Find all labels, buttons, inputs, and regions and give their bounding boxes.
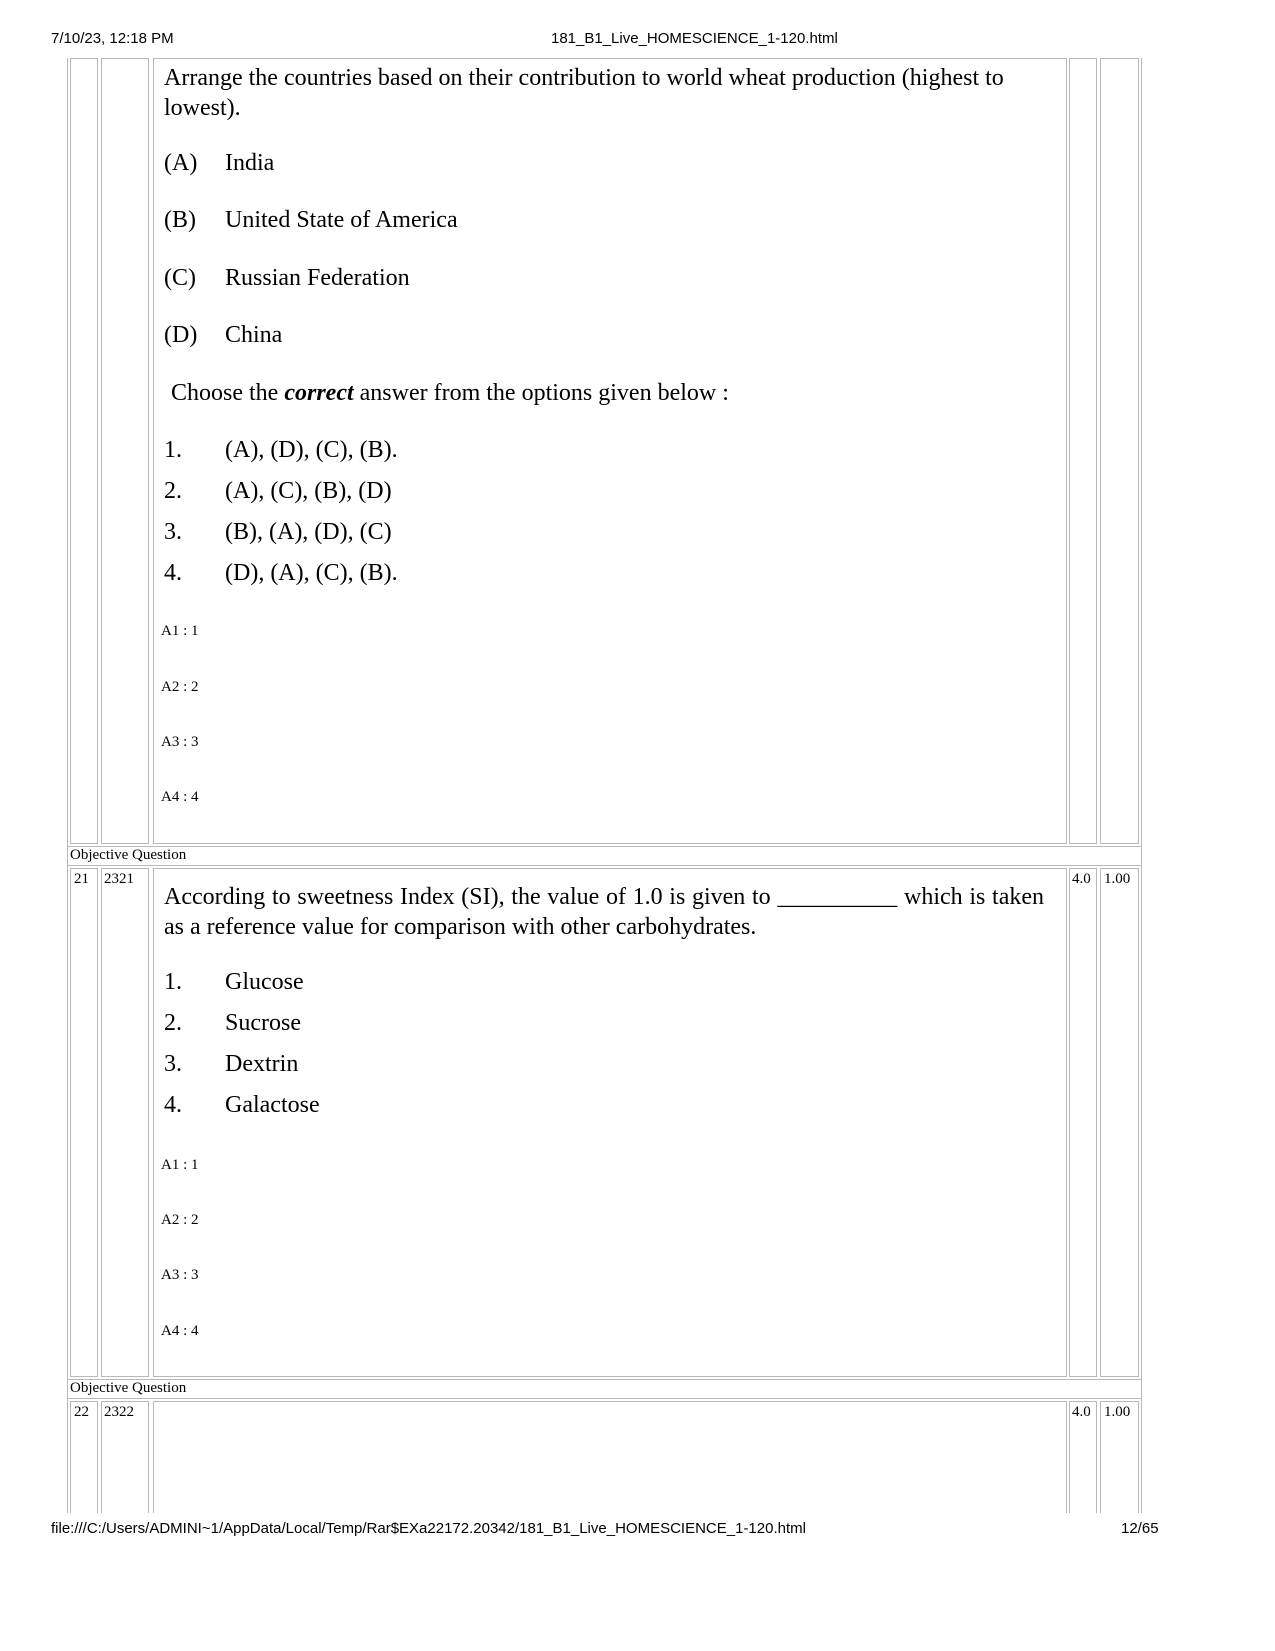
option-number: 2. bbox=[164, 478, 182, 504]
answer-key: A4 : 4 bbox=[161, 789, 199, 805]
answer-option bbox=[164, 967, 304, 997]
answer-option bbox=[164, 476, 392, 506]
answer-option bbox=[164, 435, 398, 465]
list-item bbox=[164, 320, 282, 350]
answer-key: A2 : 2 bbox=[161, 679, 199, 695]
serial-number: 22 bbox=[74, 1404, 89, 1420]
option-text: Glucose bbox=[225, 969, 304, 995]
section-row bbox=[67, 846, 1142, 866]
question-id: 2322 bbox=[104, 1404, 134, 1420]
option-number: 3. bbox=[164, 519, 182, 545]
option-text: Sucrose bbox=[225, 1010, 301, 1036]
negative-marks-value: 1.00 bbox=[1104, 871, 1131, 887]
question-cell bbox=[153, 868, 1067, 1377]
answer-key: A3 : 3 bbox=[161, 1267, 199, 1283]
answer-key: A4 : 4 bbox=[161, 1323, 199, 1339]
serial-number: 21 bbox=[74, 871, 89, 887]
option-number: 1. bbox=[164, 437, 182, 463]
answer-key: A2 : 2 bbox=[161, 1212, 199, 1228]
print-page-number: 12/65 bbox=[1121, 1520, 1159, 1537]
marks-value: 4.0 bbox=[1072, 1404, 1091, 1420]
answer-option bbox=[164, 517, 392, 547]
negative-marks-cell bbox=[1100, 868, 1139, 1377]
option-number: 4. bbox=[164, 1092, 182, 1118]
item-text: United State of America bbox=[225, 207, 458, 233]
table-right-border bbox=[1141, 58, 1142, 1513]
option-text: Galactose bbox=[225, 1092, 320, 1118]
sno-cell bbox=[70, 868, 98, 1377]
section-row bbox=[67, 1379, 1142, 1399]
qid-cell bbox=[101, 868, 149, 1377]
question-stem: Arrange the countries based on their contribution to world wheat production (highest to lowest). bbox=[164, 65, 1004, 121]
item-label: (C) bbox=[164, 265, 196, 291]
item-text: India bbox=[225, 150, 275, 176]
answer-key: A1 : 1 bbox=[161, 623, 199, 639]
option-text: (B), (A), (D), (C) bbox=[225, 519, 392, 545]
marks-cell bbox=[1069, 868, 1097, 1377]
answer-option bbox=[164, 558, 398, 588]
qid-cell bbox=[101, 58, 149, 844]
print-datetime: 7/10/23, 12:18 PM bbox=[51, 30, 174, 47]
item-text: Russian Federation bbox=[225, 265, 410, 291]
list-item bbox=[164, 263, 410, 293]
answer-option bbox=[164, 1008, 301, 1038]
item-label: (B) bbox=[164, 207, 196, 233]
sno-cell bbox=[70, 58, 98, 844]
table-left-border bbox=[67, 58, 68, 1513]
answer-option bbox=[164, 1049, 298, 1079]
negative-marks-value: 1.00 bbox=[1104, 1404, 1131, 1420]
marks-value: 4.0 bbox=[1072, 871, 1091, 887]
option-text: (D), (A), (C), (B). bbox=[225, 560, 398, 586]
item-label: (A) bbox=[164, 150, 198, 176]
question-stem: According to sweetness Index (SI), the value of 1.0 is given to __________ which is taken as a reference value for comparison with other carbohydrates. bbox=[164, 884, 1044, 940]
option-number: 1. bbox=[164, 969, 182, 995]
print-file-path: file:///C:/Users/ADMINI~1/AppData/Local/Temp/Rar$EXa22172.20342/181_B1_Live_HOMESCIENCE_1-120.html bbox=[51, 1520, 806, 1537]
item-text: China bbox=[225, 322, 283, 348]
option-text: (A), (D), (C), (B). bbox=[225, 437, 398, 463]
option-number: 3. bbox=[164, 1051, 182, 1077]
answer-option bbox=[164, 1090, 320, 1120]
marks-cell bbox=[1069, 58, 1097, 844]
option-text: Dextrin bbox=[225, 1051, 299, 1077]
negative-marks-cell bbox=[1100, 58, 1139, 844]
print-doc-title: 181_B1_Live_HOMESCIENCE_1-120.html bbox=[551, 30, 838, 47]
question-id: 2321 bbox=[104, 871, 134, 887]
answer-key: A3 : 3 bbox=[161, 734, 199, 750]
list-item bbox=[164, 148, 274, 178]
section-label: Objective Question bbox=[70, 1380, 187, 1396]
list-item bbox=[164, 205, 458, 235]
instruction-text: Choose the correct answer from the options given below : bbox=[171, 380, 729, 406]
option-text: (A), (C), (B), (D) bbox=[225, 478, 392, 504]
option-number: 2. bbox=[164, 1010, 182, 1036]
section-label: Objective Question bbox=[70, 847, 187, 863]
item-label: (D) bbox=[164, 322, 198, 348]
answer-key: A1 : 1 bbox=[161, 1157, 199, 1173]
option-number: 4. bbox=[164, 560, 182, 586]
question-cell bbox=[153, 1401, 1067, 1513]
